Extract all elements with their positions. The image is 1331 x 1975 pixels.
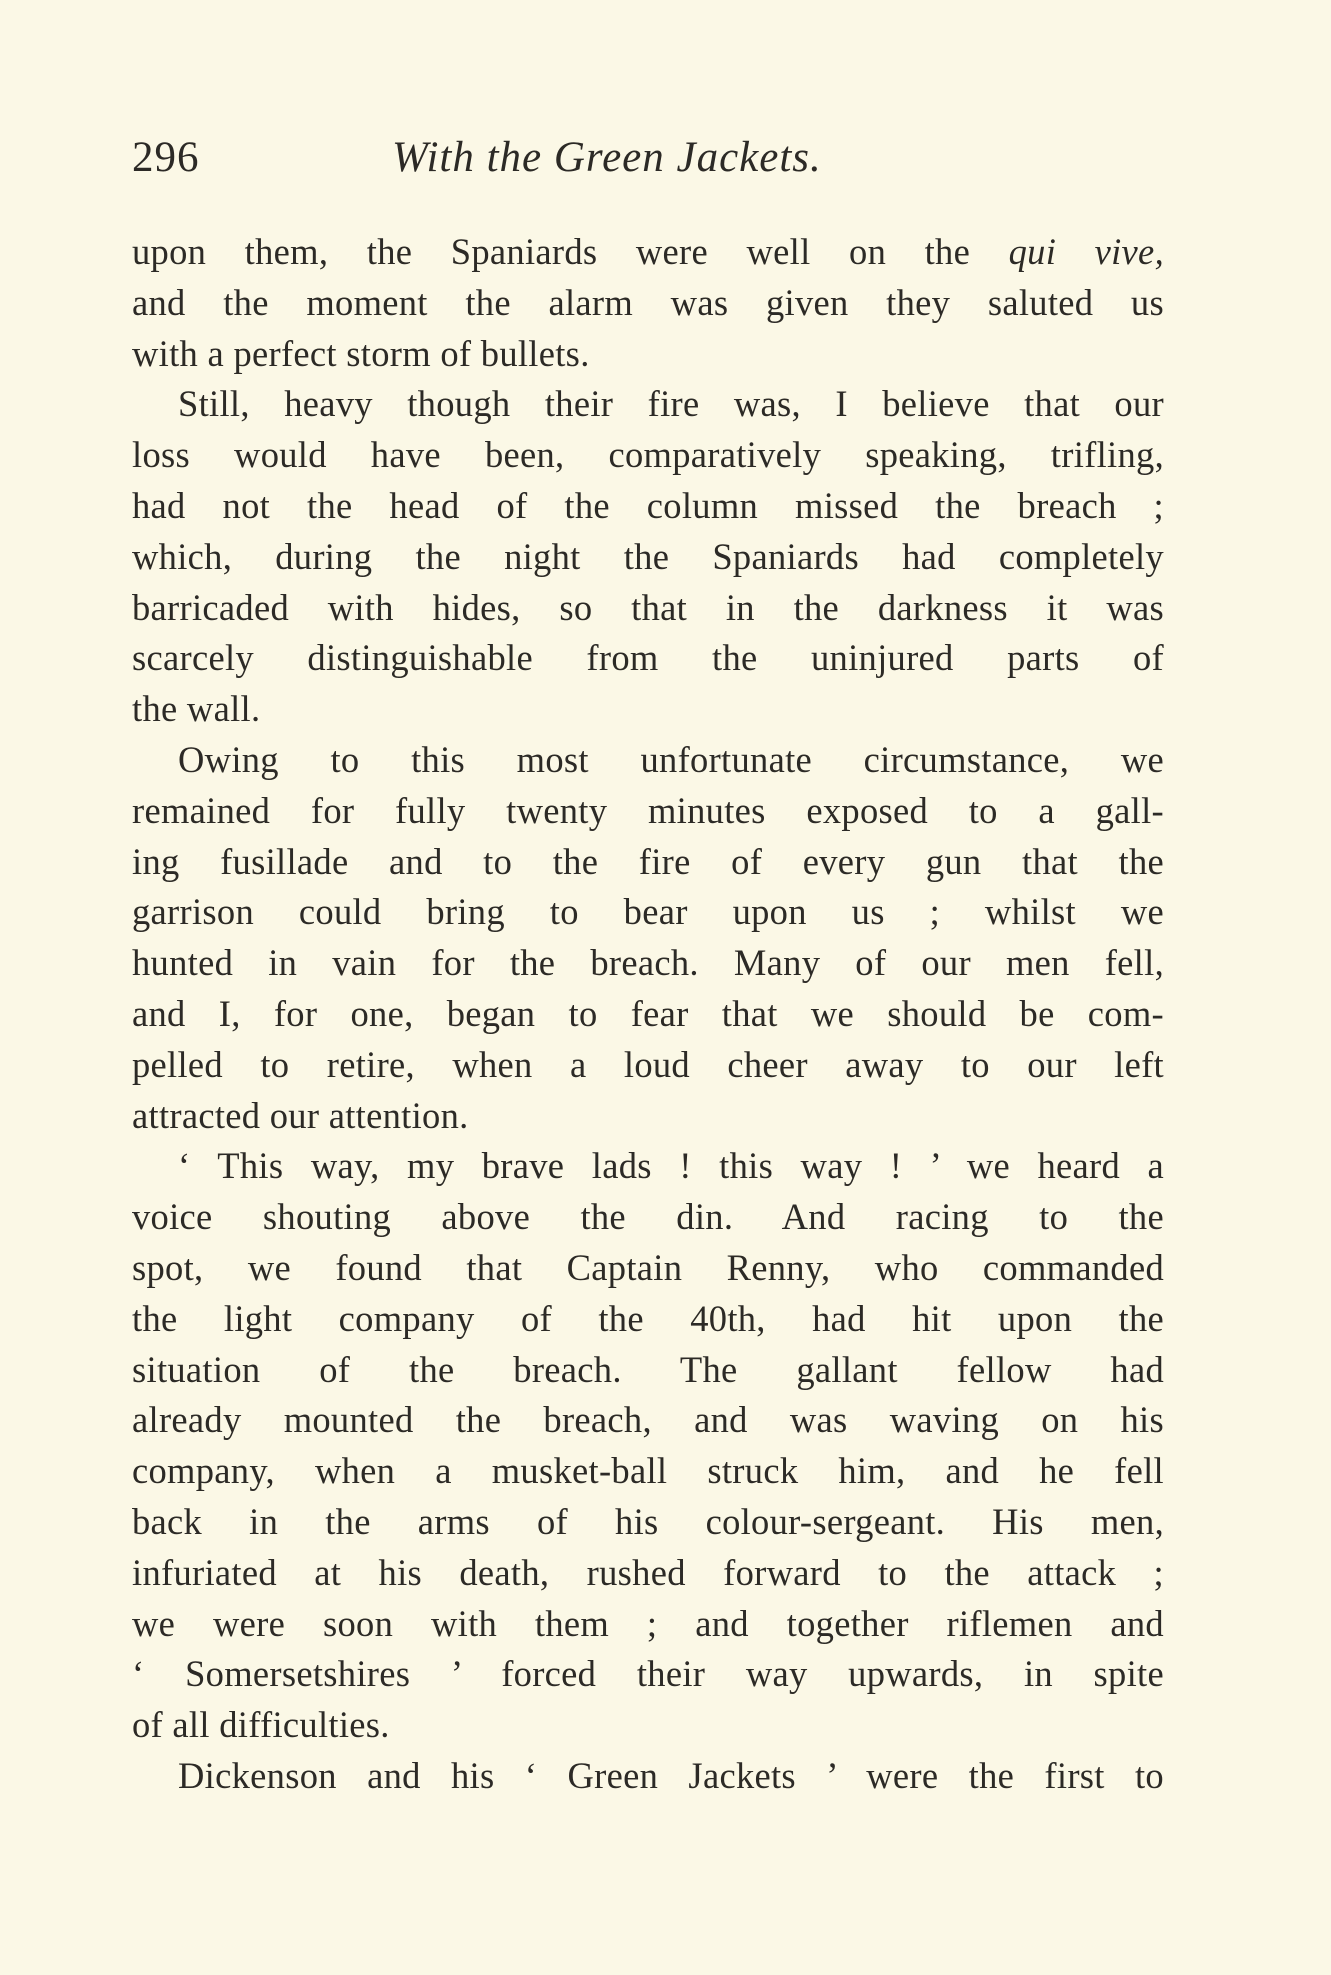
text-line <box>132 430 1164 481</box>
text-line-content: Dickenson and his ‘ Green Jackets ’ were the first to <box>178 1754 1164 1796</box>
text-line <box>132 1700 1164 1751</box>
text-line <box>132 1040 1164 1091</box>
text-line-content: hunted in vain for the breach. Many of our men fell, <box>132 942 1164 984</box>
text-line-content: Owing to this most unfortunate circumstance, we <box>178 738 1164 780</box>
text-line-content: with a perfect storm of bullets. <box>132 332 590 374</box>
text-line <box>132 532 1164 583</box>
running-head <box>132 128 912 188</box>
text-line <box>132 1599 1164 1650</box>
text-line-content: scarcely distinguishable from the uninjured parts of <box>132 637 1164 679</box>
text-line <box>132 735 1164 786</box>
text-line-content: had not the head of the column missed the breach ; <box>132 484 1164 526</box>
text-line-content: and I, for one, began to fear that we should be com- <box>132 992 1164 1034</box>
text-line <box>132 1548 1164 1599</box>
text-line <box>132 379 1164 430</box>
text-line <box>132 481 1164 532</box>
text-line-content: remained for fully twenty minutes exposed to a gall- <box>132 789 1164 831</box>
text-line <box>132 837 1164 888</box>
text-line <box>132 938 1164 989</box>
text-line-content: spot, we found that Captain Renny, who commanded <box>132 1246 1164 1288</box>
text-line <box>132 684 1164 735</box>
text-line <box>132 1091 1164 1142</box>
text-line-content: the wall. <box>132 688 261 730</box>
text-line-content: Still, heavy though their fire was, I believe that our <box>178 383 1164 425</box>
text-line <box>132 1497 1164 1548</box>
text-line-content: barricaded with hides, so that in the darkness it was <box>132 586 1164 628</box>
text-line <box>132 583 1164 634</box>
text-line <box>132 1649 1164 1700</box>
text-line-content: infuriated at his death, rushed forward to the attack ; <box>132 1551 1164 1593</box>
text-line <box>132 1446 1164 1497</box>
text-line <box>132 1751 1164 1802</box>
text-line-content: and the moment the alarm was given they saluted us <box>132 281 1164 323</box>
text-line-content: pelled to retire, when a loud cheer away to our left <box>132 1043 1164 1085</box>
running-title: With the Green Jackets. <box>392 134 822 181</box>
text-line-content: the light company of the 40th, had hit upon the <box>132 1297 1164 1339</box>
text-line <box>132 1243 1164 1294</box>
text-line-content: ing fusillade and to the fire of every gun that the <box>132 840 1164 882</box>
text-line <box>132 1294 1164 1345</box>
body-text <box>132 227 1164 1802</box>
page-number: 296 <box>132 134 200 181</box>
text-line-content: we were soon with them ; and together riflemen and <box>132 1602 1164 1644</box>
text-line <box>132 1192 1164 1243</box>
text-line-content: garrison could bring to bear upon us ; whilst we <box>132 891 1164 933</box>
text-line <box>132 786 1164 837</box>
text-line <box>132 887 1164 938</box>
text-line <box>132 329 1164 380</box>
text-line <box>132 227 1164 278</box>
text-line-content: voice shouting above the din. And racing to the <box>132 1196 1164 1238</box>
text-line <box>132 633 1164 684</box>
text-line <box>132 1345 1164 1396</box>
text-line <box>132 989 1164 1040</box>
text-line-content: ‘ Somersetshires ’ forced their way upwards, in spite <box>132 1653 1164 1695</box>
text-line-content: company, when a musket-ball struck him, and he fell <box>132 1450 1164 1492</box>
text-line-content: situation of the breach. The gallant fellow had <box>132 1348 1164 1390</box>
text-line-content: of all difficulties. <box>132 1704 390 1746</box>
text-line-content: attracted our attention. <box>132 1094 469 1136</box>
text-line <box>132 1395 1164 1446</box>
text-line-content: loss would have been, comparatively speaking, trifling, <box>132 434 1164 476</box>
text-line <box>132 278 1164 329</box>
text-line-content: upon them, the Spaniards were well on the <box>132 231 1009 272</box>
text-line-content: which, during the night the Spaniards had completely <box>132 535 1164 577</box>
text-line-content: already mounted the breach, and was waving on his <box>132 1399 1164 1441</box>
text-line-content: back in the arms of his colour-sergeant. His men, <box>132 1500 1164 1542</box>
text-line-content: ‘ This way, my brave lads ! this way ! ’ we heard a <box>178 1145 1164 1187</box>
text-line <box>132 1141 1164 1192</box>
italic-phrase: qui vive, <box>1008 231 1164 272</box>
